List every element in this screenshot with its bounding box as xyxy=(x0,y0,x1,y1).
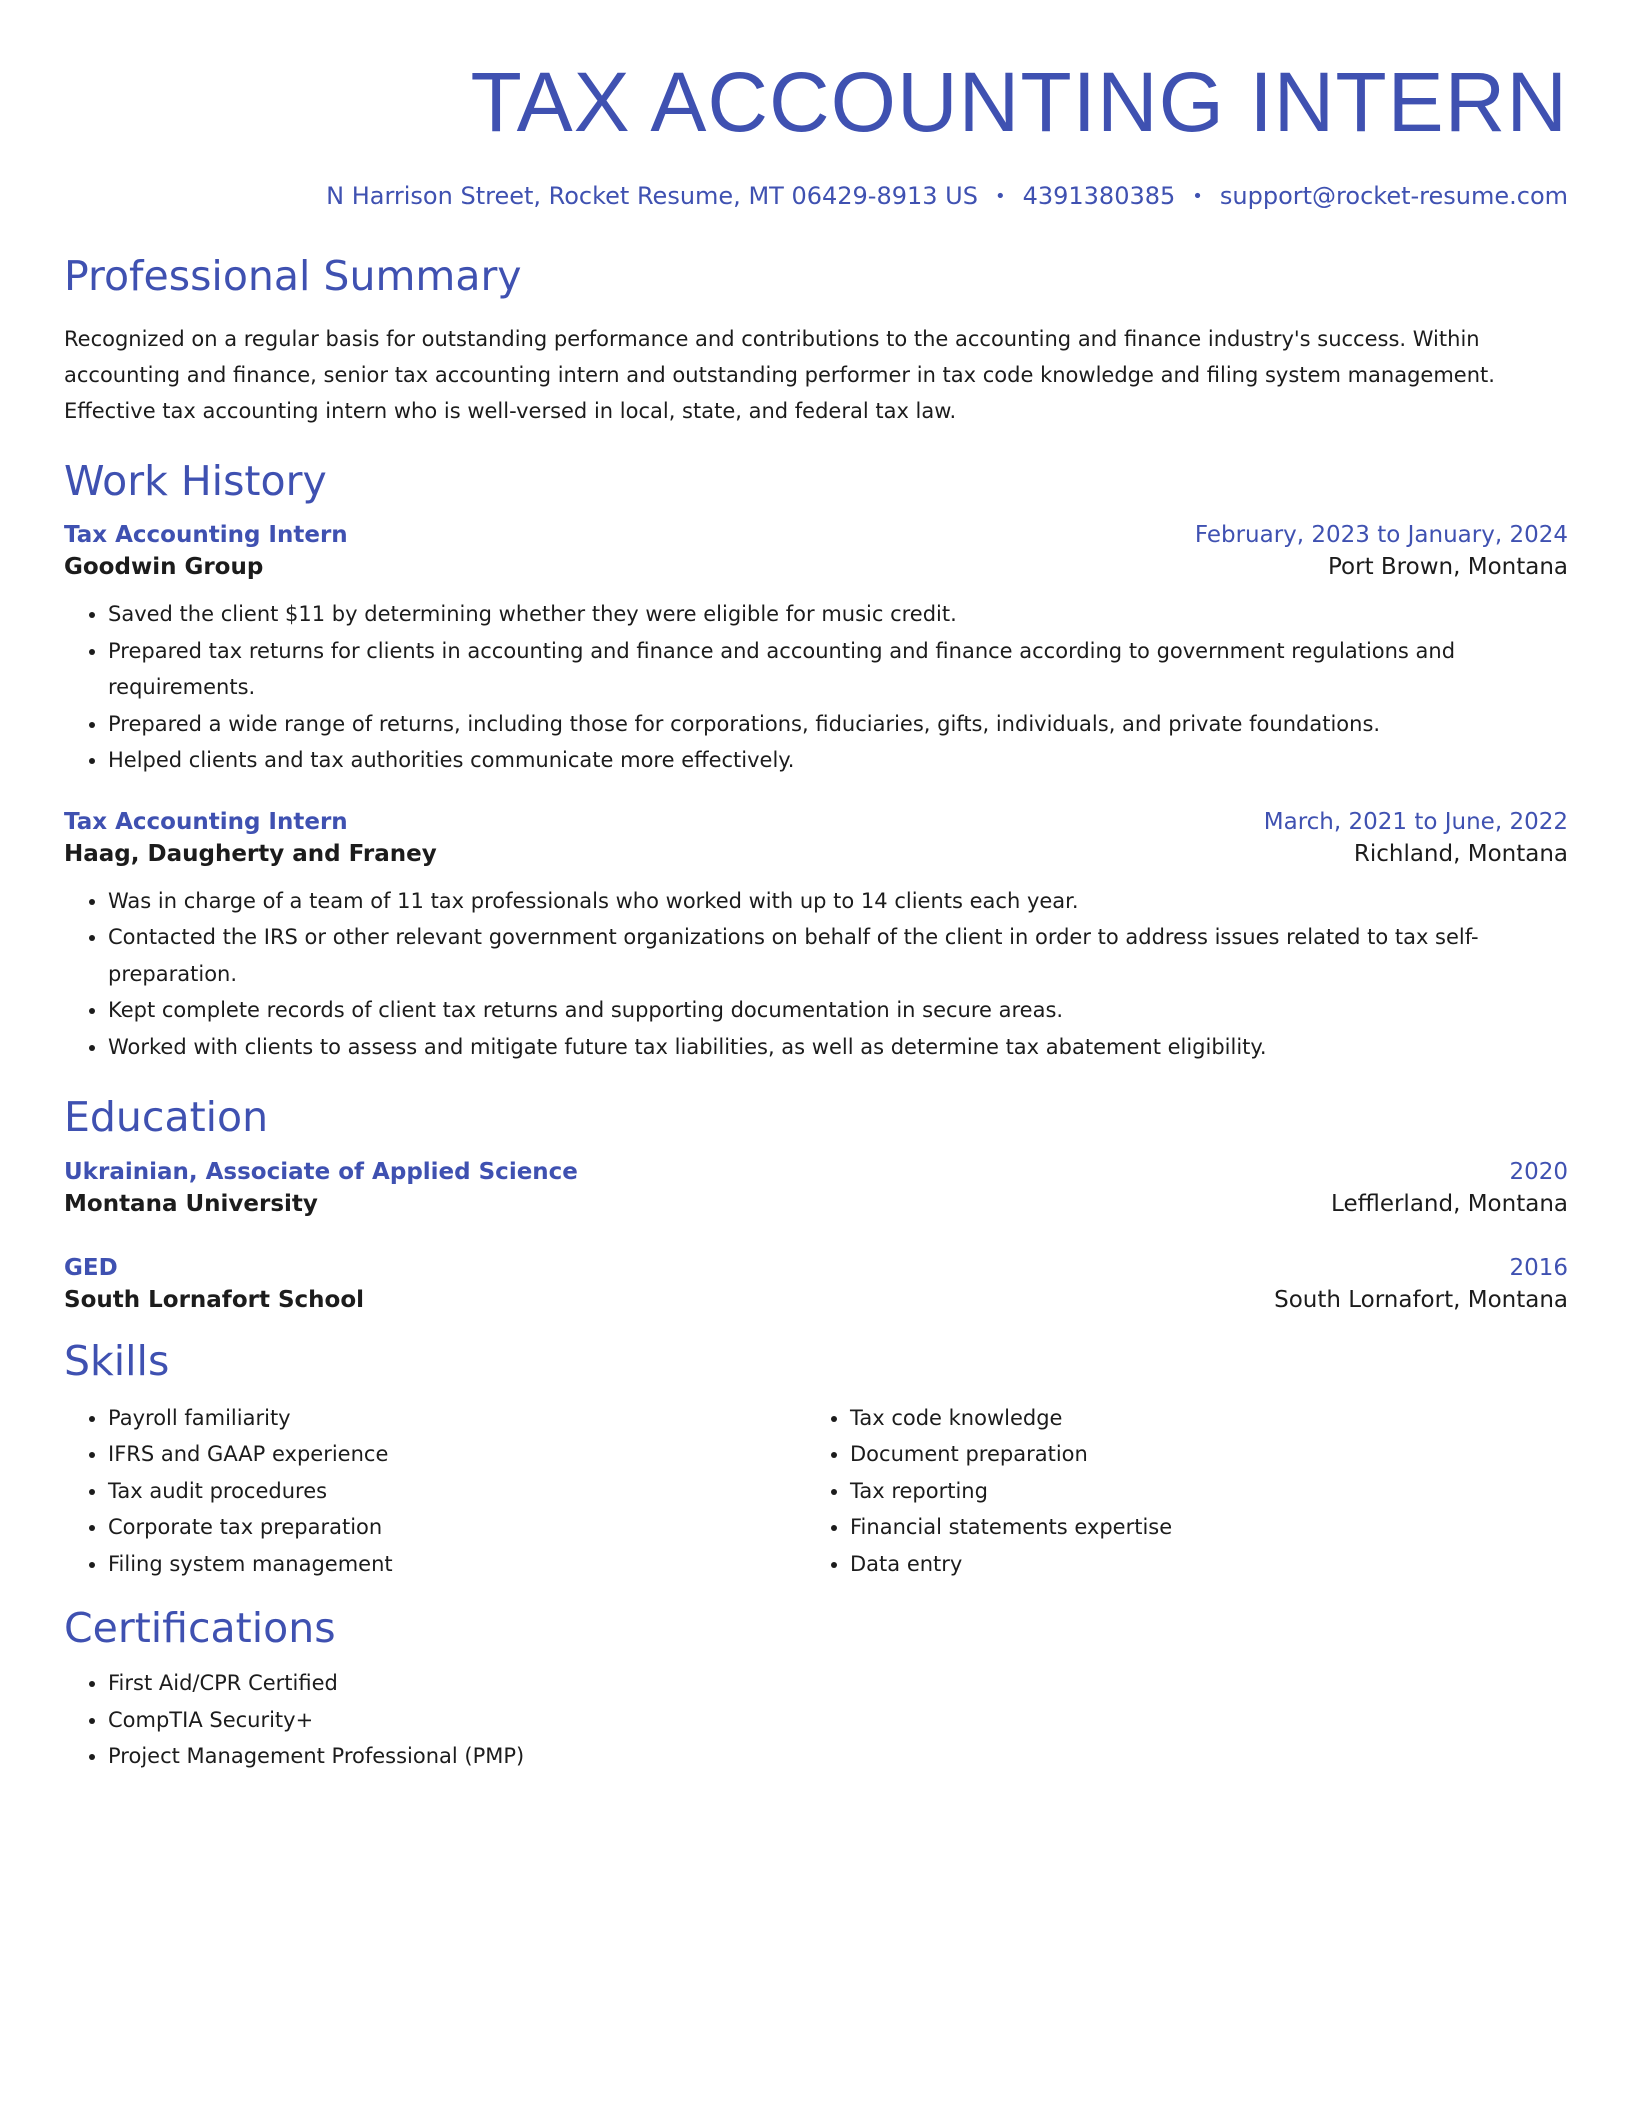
job-bullet: • Kept complete records of client tax returns and supporting documentation in secure areas. xyxy=(108,992,1568,1029)
skills-column-left xyxy=(64,1400,806,1583)
skill-item: • Document preparation xyxy=(850,1436,1548,1473)
job-company: Goodwin Group xyxy=(64,554,264,581)
job-header-row xyxy=(64,809,1568,835)
skills-column-right xyxy=(806,1400,1548,1583)
job-bullet: • Helped clients and tax authorities communicate more effectively. xyxy=(108,742,1568,779)
job-company-row xyxy=(64,841,1568,867)
work-history-heading: Work History xyxy=(64,457,327,506)
education-header-row xyxy=(64,1159,1568,1185)
job-entry xyxy=(64,809,1568,1066)
skills-heading: Skills xyxy=(64,1336,170,1385)
skill-item: • Tax reporting xyxy=(850,1473,1548,1510)
education-heading: Education xyxy=(64,1093,269,1142)
skills-list xyxy=(64,1400,806,1583)
skill-item: • Data entry xyxy=(850,1546,1548,1583)
education-header-row xyxy=(64,1255,1568,1281)
education-school-row xyxy=(64,1191,1568,1217)
job-bullets xyxy=(64,883,1568,1066)
summary-heading: Professional Summary xyxy=(64,252,522,300)
skill-item: • Tax audit procedures xyxy=(108,1473,806,1510)
education-degree: Ukrainian, Associate of Applied Science xyxy=(64,1158,578,1185)
certification-item: • First Aid/CPR Certified xyxy=(108,1665,1568,1702)
skill-item: • Tax code knowledge xyxy=(850,1400,1548,1437)
certifications-list xyxy=(64,1665,1568,1775)
skill-item: • Financial statements expertise xyxy=(850,1509,1548,1546)
job-location: Richland, Montana xyxy=(1353,840,1568,867)
education-school-row xyxy=(64,1287,1568,1313)
education-year: 2016 xyxy=(1509,1254,1568,1281)
contact-separator: • xyxy=(994,186,1006,207)
education-school: Montana University xyxy=(64,1190,318,1217)
education-degree: GED xyxy=(64,1254,118,1281)
job-bullet: • Was in charge of a team of 11 tax professionals who worked with up to 14 clients each year. xyxy=(108,883,1568,920)
certification-item: • CompTIA Security+ xyxy=(108,1702,1568,1739)
job-company: Haag, Daugherty and Franey xyxy=(64,840,437,867)
job-entry xyxy=(64,522,1568,779)
resume-title: TAX ACCOUNTING INTERN xyxy=(470,55,1568,149)
certifications-heading: Certifications xyxy=(64,1604,336,1653)
skill-item: • Filing system management xyxy=(108,1546,806,1583)
skills-columns xyxy=(64,1400,1568,1583)
job-bullets xyxy=(64,596,1568,779)
job-bullet: • Contacted the IRS or other relevant government organizations on behalf of the client in order to address issues related to tax self-preparation. xyxy=(108,919,1568,992)
education-entry xyxy=(64,1159,1568,1217)
job-bullet: • Saved the client $11 by determining whether they were eligible for music credit. xyxy=(108,596,1568,633)
job-bullet: • Prepared tax returns for clients in accounting and finance and accounting and finance according to government regulations and requirements. xyxy=(108,633,1568,706)
skill-item: • Payroll familiarity xyxy=(108,1400,806,1437)
skill-item: • IFRS and GAAP experience xyxy=(108,1436,806,1473)
summary-text: Recognized on a regular basis for outstanding performance and contributions to the accounting and finance industry's success. Within accounting and finance, senior tax accounting intern and outstanding performer in tax code knowledge and filing system management. Effective tax accounting intern who is well-versed in local, state, and federal tax law. xyxy=(64,327,1495,424)
job-role: Tax Accounting Intern xyxy=(64,522,348,549)
job-bullet: • Worked with clients to assess and mitigate future tax liabilities, as well as determine tax abatement eligibility. xyxy=(108,1029,1568,1066)
contact-phone: 4391380385 xyxy=(1022,182,1176,210)
contact-email[interactable]: support@rocket-resume.com xyxy=(1219,182,1568,210)
contact-address: N Harrison Street, Rocket Resume, MT 06429-8913 US xyxy=(326,182,978,210)
contact-separator: • xyxy=(1192,186,1203,207)
job-header-row xyxy=(64,522,1568,548)
contact-line xyxy=(64,182,1568,210)
education-location: Lefflerland, Montana xyxy=(1331,1190,1568,1217)
skills-list xyxy=(806,1400,1548,1583)
education-year: 2020 xyxy=(1509,1158,1568,1185)
education-location: South Lornafort, Montana xyxy=(1274,1286,1568,1313)
job-company-row xyxy=(64,554,1568,580)
education-school: South Lornafort School xyxy=(64,1286,365,1313)
job-dates: March, 2021 to June, 2022 xyxy=(1263,808,1568,835)
job-role: Tax Accounting Intern xyxy=(64,808,348,835)
certification-item: • Project Management Professional (PMP) xyxy=(108,1738,1568,1775)
education-entry xyxy=(64,1255,1568,1313)
skill-item: • Corporate tax preparation xyxy=(108,1509,806,1546)
job-location: Port Brown, Montana xyxy=(1328,554,1568,581)
resume-page xyxy=(64,0,1568,1775)
job-bullet: • Prepared a wide range of returns, including those for corporations, fiduciaries, gifts, individuals, and private foundations. xyxy=(108,706,1568,743)
job-dates: February, 2023 to January, 2024 xyxy=(1194,522,1568,549)
